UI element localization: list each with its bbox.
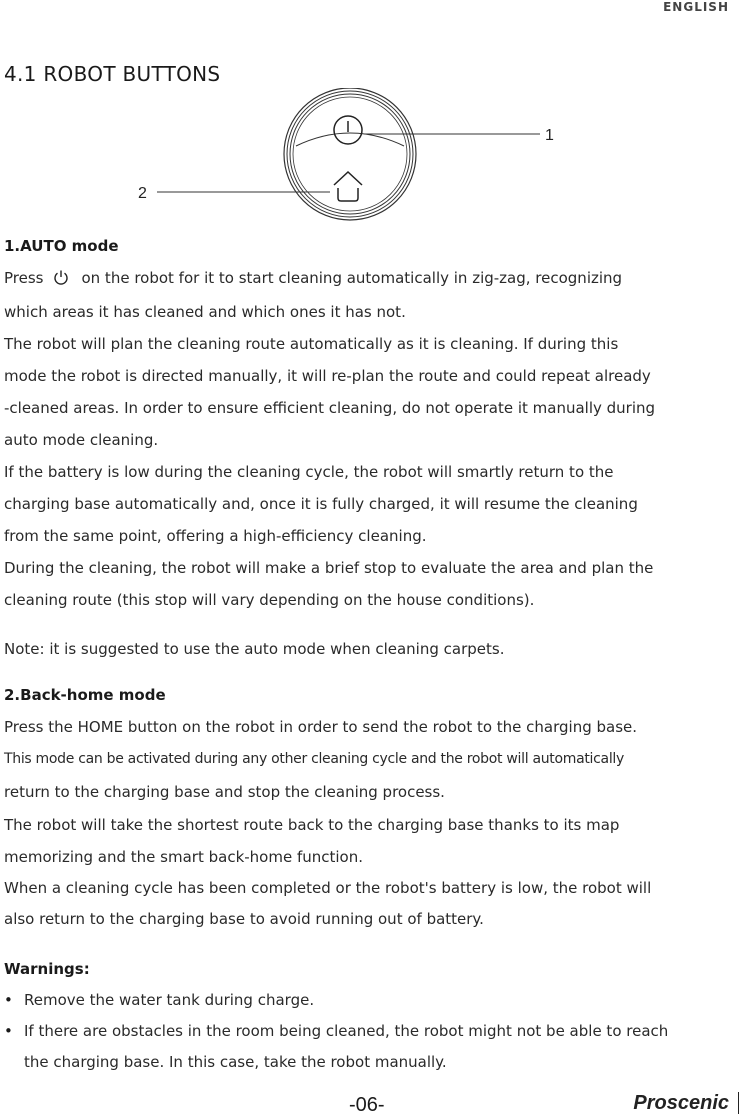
auto-mode-line: from the same point, offering a high-efficiency cleaning. bbox=[4, 527, 427, 545]
callout-label-1: 1 bbox=[545, 127, 554, 144]
press-word: Press bbox=[4, 269, 44, 287]
brand-logo: Proscenic bbox=[633, 1092, 729, 1114]
auto-mode-line: During the cleaning, the robot will make a brief stop to evaluate the area and plan the bbox=[4, 559, 654, 577]
back-home-line: memorizing and the smart back-home function. bbox=[4, 848, 364, 866]
warning-item: Remove the water tank during charge. bbox=[24, 991, 315, 1009]
auto-mode-line: cleaning route (this stop will vary depending on the house conditions). bbox=[4, 591, 535, 609]
brand-divider bbox=[738, 1092, 739, 1114]
page-number: -06- bbox=[349, 1094, 385, 1116]
bullet-icon: • bbox=[4, 1022, 13, 1040]
power-button-icon bbox=[334, 116, 362, 144]
robot-buttons-diagram bbox=[0, 88, 741, 224]
back-home-line: The robot will take the shortest route back to the charging base thanks to its map bbox=[4, 816, 620, 834]
warning-item-continuation: the charging base. In this case, take the robot manually. bbox=[24, 1053, 447, 1071]
home-button-icon bbox=[334, 172, 362, 201]
back-home-line: This mode can be activated during any other cleaning cycle and the robot will automatically bbox=[4, 751, 624, 767]
warning-item: If there are obstacles in the room being cleaned, the robot might not be able to reach bbox=[24, 1022, 669, 1040]
callout-label-2: 2 bbox=[138, 185, 147, 202]
auto-mode-line-1-rest: on the robot for it to start cleaning automatically in zig-zag, recognizing bbox=[81, 269, 623, 287]
back-home-line: also return to the charging base to avoid running out of battery. bbox=[4, 910, 484, 928]
back-home-line: return to the charging base and stop the cleaning process. bbox=[4, 783, 445, 801]
robot-top-outline bbox=[284, 88, 416, 220]
auto-mode-line-1 bbox=[4, 263, 741, 294]
warnings-heading: Warnings: bbox=[4, 960, 90, 978]
power-icon bbox=[53, 269, 69, 285]
section-title: 4.1 ROBOT BUTTONS bbox=[4, 62, 221, 86]
auto-mode-line: mode the robot is directed manually, it will re-plan the route and could repeat already bbox=[4, 367, 651, 385]
back-home-line: Press the HOME button on the robot in order to send the robot to the charging base. bbox=[4, 718, 638, 736]
auto-mode-line: charging base automatically and, once it is fully charged, it will resume the cleaning bbox=[4, 495, 638, 513]
back-home-heading: 2.Back-home mode bbox=[4, 686, 166, 704]
auto-mode-line: which areas it has cleaned and which ones it has not. bbox=[4, 303, 406, 321]
back-home-line: When a cleaning cycle has been completed or the robot's battery is low, the robot will bbox=[4, 879, 652, 897]
language-label: ENGLISH bbox=[663, 0, 729, 14]
auto-mode-line: The robot will plan the cleaning route automatically as it is cleaning. If during this bbox=[4, 335, 619, 353]
auto-mode-line: -cleaned areas. In order to ensure efficient cleaning, do not operate it manually during bbox=[4, 399, 656, 417]
auto-mode-note: Note: it is suggested to use the auto mode when cleaning carpets. bbox=[4, 640, 505, 658]
bullet-icon: • bbox=[4, 991, 13, 1009]
auto-mode-line: auto mode cleaning. bbox=[4, 431, 159, 449]
auto-mode-line: If the battery is low during the cleaning cycle, the robot will smartly return to the bbox=[4, 463, 614, 481]
auto-mode-heading: 1.AUTO mode bbox=[4, 237, 119, 255]
